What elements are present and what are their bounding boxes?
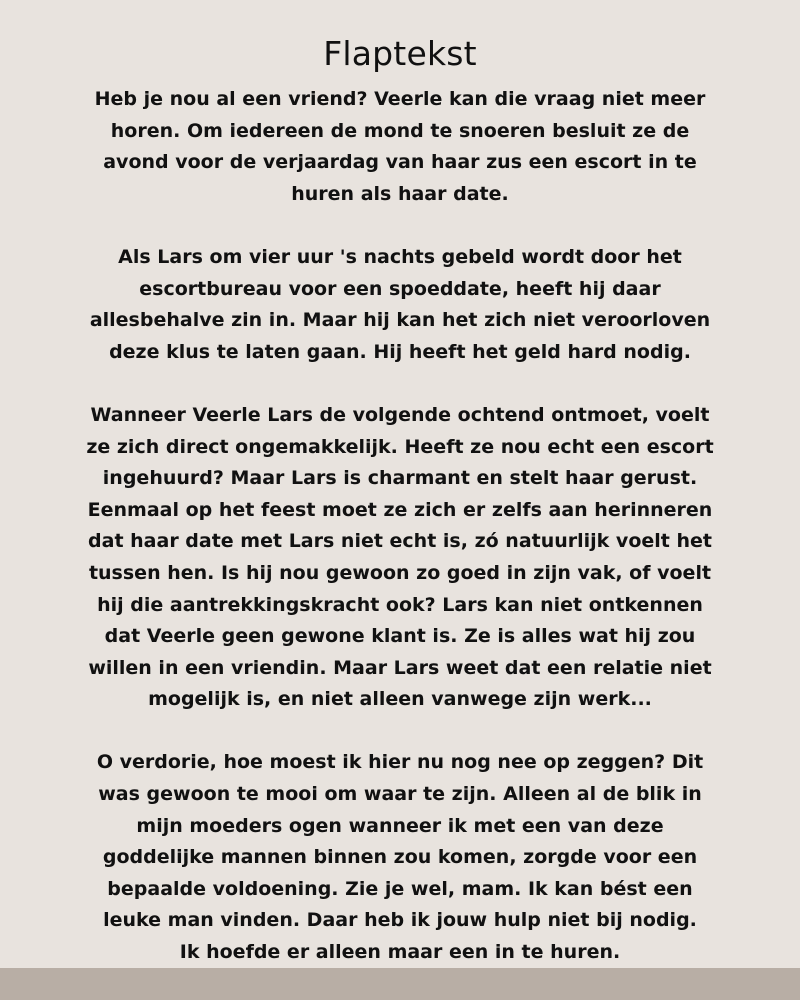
blurb-paragraph-2: Als Lars om vier uur 's nachts gebeld wordt door het escortbureau voor een spoeddate, heeft hij daar allesbehalve zin in. Maar hij kan het zich niet veroorloven deze klus te laten gaan. Hij heeft het geld hard nodig.	[89, 245, 711, 363]
page-title: Flaptekst	[323, 34, 477, 73]
blurb-paragraph-1: Heb je nou al een vriend? Veerle kan die vraag niet meer horen. Om iedereen de mond te snoeren besluit ze de avond voor de verjaardag van haar zus een escort in te huren als haar date.	[94, 88, 706, 205]
blurb-paragraph-4: O verdorie, hoe moest ik hier nu nog nee op zeggen? Dit was gewoon te mooi om waar te zijn. Alleen al de blik in mijn moeders ogen wanneer ik met een van deze goddelijke mannen binnen zou komen, zorgde voor een bepaalde voldoening. Zie je wel, mam. Ik kan bést een leuke man vinden. Daar heb ik jouw hulp niet bij nodig. Ik hoefde er alleen maar een in te huren.	[96, 751, 704, 964]
footer-band	[0, 968, 800, 1000]
blurb-paragraph-3: Wanneer Veerle Lars de volgende ochtend ontmoet, voelt ze zich direct ongemakkelijk. Heeft ze nou echt een escort ingehuurd? Maar Lars is charmant en stelt haar gerust. Eenmaal op het feest moet ze zich er zelfs aan herinneren dat haar date met Lars niet echt is, zó natuurlijk voelt het tussen hen. Is hij nou gewoon zo goed in zijn vak, of voelt hij die aantrekkingskracht ook? Lars kan niet ontkennen dat Veerle geen gewone klant is. Ze is alles wat hij zou willen in een vriendin. Maar Lars weet dat een relatie niet mogelijk is, en niet alleen vanwege zijn werk...	[86, 403, 714, 711]
blurb-text	[40, 84, 760, 969]
